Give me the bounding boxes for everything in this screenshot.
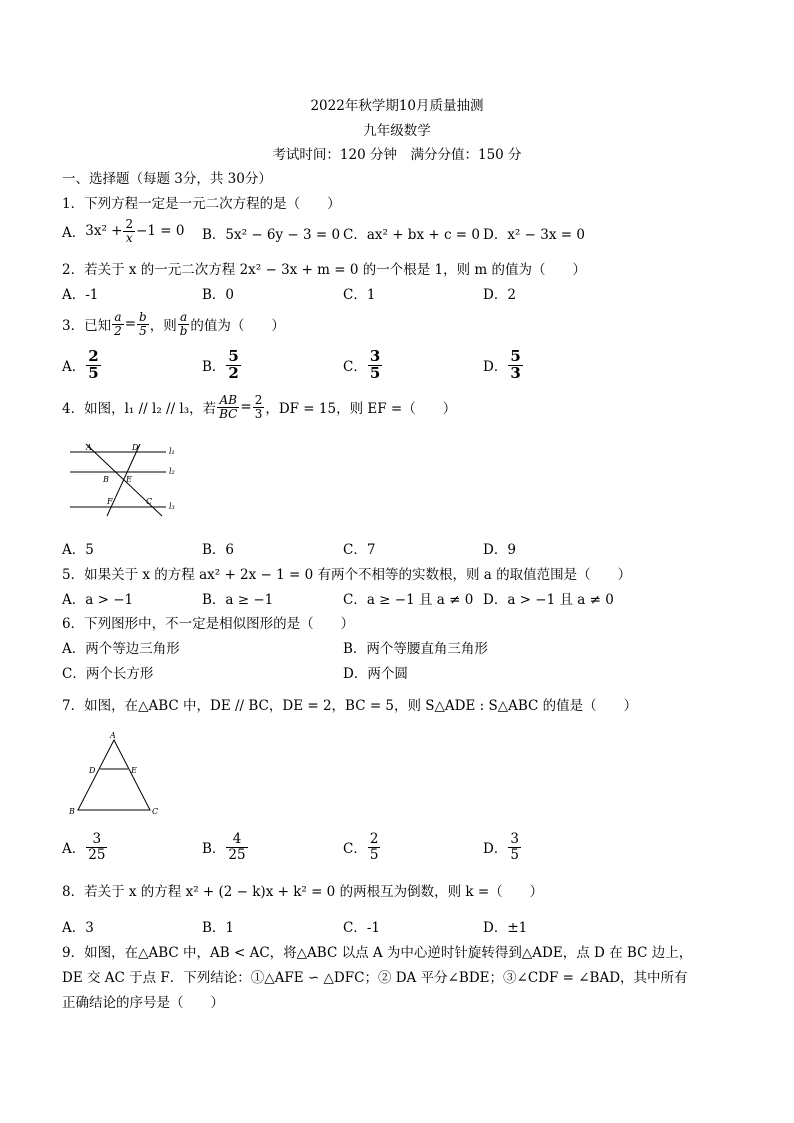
q3-target bbox=[178, 311, 190, 337]
q8-stem: 8．若关于 x 的方程 x² + (2 − k)x + k² = 0 的两根互为倒数，则 k =（ ） bbox=[62, 884, 544, 900]
numerator: 2 bbox=[369, 831, 379, 848]
q8-option-c: C．-1 bbox=[343, 920, 380, 936]
exam-subject: 九年级数学 bbox=[363, 123, 431, 139]
numerator: 3 bbox=[369, 346, 381, 365]
denominator: x bbox=[125, 230, 133, 245]
fig7-label-a: A bbox=[110, 731, 116, 740]
q7-option-a bbox=[62, 828, 108, 866]
denominator: 5 bbox=[139, 323, 147, 338]
q3-d-fraction bbox=[508, 346, 522, 382]
q2-option-b: B．0 bbox=[202, 287, 235, 303]
q3-c-label: C． bbox=[343, 359, 367, 375]
q5-option-a: A．a > −1 bbox=[62, 592, 134, 608]
q9-line-1: 9．如图，在△ABC 中，AB < AC，将△ABC 以点 A 为中心逆时针旋转得到△ADE，点 D 在 BC 边上， bbox=[62, 945, 693, 961]
q4-stem-part2: = bbox=[240, 399, 252, 415]
q7-stem: 7．如图，在△ABC 中，DE // BC，DE = 2，BC = 5，则 S△ADE : S△ABC 的值是（ ） bbox=[62, 698, 638, 714]
q4-stem-part3: ，DF = 15，则 EF =（ ） bbox=[265, 401, 457, 417]
numerator: 5 bbox=[228, 346, 239, 365]
q4-option-c: C．7 bbox=[343, 542, 376, 558]
denominator: 5 bbox=[369, 363, 381, 382]
q8-option-a: A．3 bbox=[62, 920, 94, 936]
q1-stem: 1．下列方程一定是一元二次方程的是（ ） bbox=[62, 196, 341, 212]
numerator: a bbox=[112, 311, 124, 325]
q7-a-label: A． bbox=[62, 841, 86, 857]
exam-title: 2022年秋学期10月质量抽测 bbox=[310, 98, 484, 114]
q7-option-b bbox=[202, 828, 249, 866]
q3-given-right bbox=[137, 311, 149, 337]
q3-stem-part2: ，则 bbox=[149, 318, 177, 334]
denominator: 25 bbox=[228, 846, 246, 863]
numerator: 2 bbox=[254, 392, 263, 407]
q8-option-d: D．±1 bbox=[483, 920, 528, 936]
q7-d-label: D． bbox=[483, 841, 508, 857]
q4-stem-part1: 4．如图，l₁ // l₂ // l₃，若 bbox=[62, 401, 217, 417]
q4-figure bbox=[62, 438, 192, 520]
q3-a-fraction bbox=[86, 346, 100, 382]
q1-option-c: C．ax² + bx + c = 0 bbox=[343, 227, 480, 243]
q7-figure bbox=[62, 730, 172, 820]
q3-option-d bbox=[483, 346, 524, 384]
q4-ratio bbox=[217, 394, 239, 420]
q5-option-c: C．a ≥ −1 且 a ≠ 0 bbox=[343, 592, 474, 608]
q1-option-b: B．5x² − 6y − 3 = 0 bbox=[202, 227, 341, 243]
q3-stem-part3: 的值为（ ） bbox=[190, 318, 285, 334]
denominator: 3 bbox=[254, 406, 263, 421]
fig7-label-d: D bbox=[89, 766, 96, 775]
q6-option-b: B．两个等腰直角三角形 bbox=[343, 641, 488, 657]
q7-option-c bbox=[343, 828, 381, 866]
fig4-label-d: D bbox=[132, 443, 139, 452]
q2-option-a: A．-1 bbox=[62, 287, 99, 303]
denominator: BC bbox=[219, 406, 238, 421]
section-heading: 一、选择题（每题 3分，共 30分） bbox=[62, 171, 272, 187]
q3-equals: = bbox=[124, 316, 137, 332]
denominator: 25 bbox=[88, 846, 106, 863]
denominator: 2 bbox=[114, 323, 122, 338]
numerator: a bbox=[178, 311, 190, 325]
numerator: b bbox=[139, 309, 147, 324]
q2-stem: 2．若关于 x 的一元二次方程 2x² − 3x + m = 0 的一个根是 1，则 m 的值为（ ） bbox=[62, 262, 587, 278]
q3-stem bbox=[62, 307, 285, 341]
q1-a-label: A． bbox=[62, 225, 86, 241]
fig4-label-l1: l₁ bbox=[169, 447, 175, 456]
q5-option-b: B．a ≥ −1 bbox=[202, 592, 274, 608]
q5-option-d: D．a > −1 且 a ≠ 0 bbox=[483, 592, 614, 608]
fig4-label-l2: l₂ bbox=[169, 467, 175, 476]
q1-option-a bbox=[62, 215, 185, 247]
q7-b-label: B． bbox=[202, 841, 226, 857]
numerator: 3 bbox=[510, 831, 519, 848]
q3-stem-part1: 3．已知 bbox=[62, 318, 112, 334]
q8-option-b: B．1 bbox=[202, 920, 235, 936]
numerator: 3 bbox=[86, 832, 107, 847]
denominator: 2 bbox=[228, 363, 239, 382]
q4-value bbox=[253, 394, 265, 420]
fig7-label-c: C bbox=[152, 807, 159, 816]
q9-line-3: 正确结论的序号是（ ） bbox=[62, 995, 224, 1011]
q2-option-d: D．2 bbox=[483, 287, 516, 303]
numerator: 5 bbox=[510, 346, 521, 365]
denominator: 5 bbox=[369, 846, 379, 863]
numerator: 2 bbox=[88, 346, 99, 365]
fig4-label-l3: l₃ bbox=[169, 502, 175, 511]
q3-option-c bbox=[343, 346, 383, 384]
denominator: 3 bbox=[510, 363, 521, 382]
q2-option-c: C．1 bbox=[343, 287, 376, 303]
q3-given-left bbox=[112, 311, 124, 337]
q4-option-d: D．9 bbox=[483, 542, 516, 558]
q3-b-fraction bbox=[226, 346, 240, 382]
fig7-label-e: E bbox=[131, 766, 137, 775]
fig4-label-e: E bbox=[126, 475, 132, 484]
exam-info: 考试时间：120 分钟 满分分值：150 分 bbox=[272, 147, 522, 163]
numerator: 2 bbox=[125, 216, 134, 231]
denominator: 5 bbox=[88, 363, 99, 382]
q7-b-fraction bbox=[226, 832, 247, 861]
q6-option-d: D．两个圆 bbox=[343, 666, 408, 682]
q7-c-label: C． bbox=[343, 841, 367, 857]
q4-stem bbox=[62, 390, 456, 424]
q9-line-2: DE 交 AC 于点 F．下列结论：①△AFE ∽ △DFC；② DA 平分∠BDE；③∠CDF = ∠BAD，其中所有 bbox=[62, 970, 688, 986]
q3-a-label: A． bbox=[62, 359, 86, 375]
q3-c-fraction bbox=[368, 346, 382, 382]
q1-option-d: D．x² − 3x = 0 bbox=[483, 227, 585, 243]
q5-stem: 5．如果关于 x 的方程 ax² + 2x − 1 = 0 有两个不相等的实数根，则 a 的取值范围是（ ） bbox=[62, 567, 632, 583]
q7-option-d bbox=[483, 828, 522, 866]
q7-d-fraction bbox=[508, 832, 521, 861]
q7-a-fraction bbox=[86, 832, 107, 861]
fig4-label-b: B bbox=[103, 475, 109, 484]
q3-option-a bbox=[62, 346, 102, 384]
q6-option-a: A．两个等边三角形 bbox=[62, 641, 180, 657]
q4-option-b: B．6 bbox=[202, 542, 235, 558]
denominator: 5 bbox=[510, 846, 519, 863]
q3-d-label: D． bbox=[483, 359, 508, 375]
q3-option-b bbox=[202, 346, 242, 384]
q1-a-tail: −1 = 0 bbox=[136, 223, 185, 239]
fig4-label-f: F bbox=[107, 497, 113, 506]
q7-c-fraction bbox=[368, 832, 381, 861]
q4-option-a: A．5 bbox=[62, 542, 94, 558]
fig7-label-b: B bbox=[69, 807, 75, 816]
q3-b-label: B． bbox=[202, 359, 226, 375]
q1-a-prefix: 3x² + bbox=[85, 223, 123, 239]
numerator: 4 bbox=[226, 832, 247, 847]
fig4-label-c: C bbox=[146, 497, 153, 506]
q6-option-c: C．两个长方形 bbox=[62, 666, 154, 682]
q1-a-fraction bbox=[123, 218, 135, 244]
numerator: AB bbox=[217, 394, 239, 408]
denominator: b bbox=[179, 323, 188, 338]
q6-stem: 6．下列图形中，不一定是相似图形的是（ ） bbox=[62, 616, 355, 632]
fig4-label-a: A bbox=[86, 443, 92, 452]
